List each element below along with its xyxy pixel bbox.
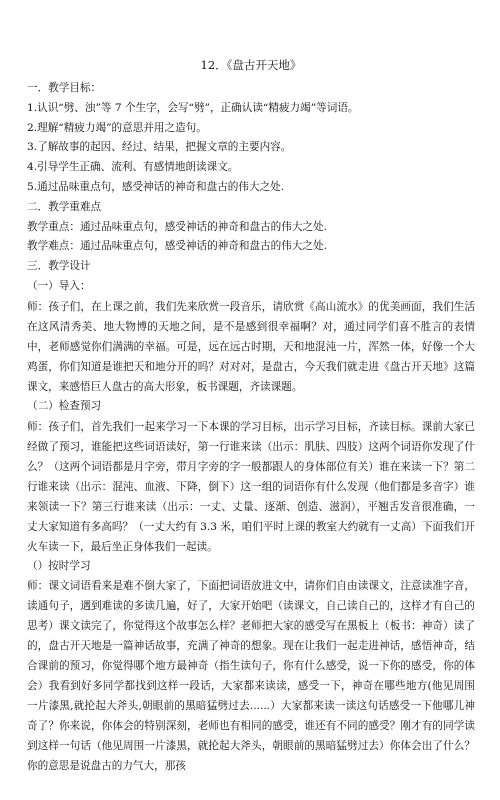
section-heading-key-points: 二．教学重难点 <box>27 200 102 213</box>
paragraph-preview-check: 师：孩子们，首先我们一起来学习一下本课的学习目标，出示学习目标，齐读目标。课前大家已经做了预习，谁能把这些词语读好，第一行谁来读（出示：肌肤、四肢）这两个词语你发现了什么？（这两个词语都是月字旁，带月字旁的字一般都跟人的身体部位有关）谁在来读一下？第二行谁来读（出示：混沌、血液、下降，倒下）这一组的词语你有什么发现（他们都是多音字）谁来领读一下？第三行谁来读（出示：一丈、丈量、逐渐、创造、滋润），平翘舌发音很准确，一丈大家知道有多高吗？（一丈大约有 3.3 米，咱们平时上课的教室大约就有一丈高）下面我们开火车读一下，最后坐正身体我们一起读。 <box>27 420 475 553</box>
objective-item: 2.理解“精疲力竭”的意思并用之造句。 <box>27 121 207 134</box>
paragraph-intro: 师：孩子们，在上课之前，我们先来欣赏一段音乐，请欣赏《高山流水》的优美画面，我们生活在这风清秀美、地大物博的天地之间，是不是感到很幸福啊？对，通过同学们喜不胜言的表情中，老师感觉你们满满的幸福。可是，远在远古时期，天和地混沌一片，浑然一体，好像一个大鸡蛋，你们知道是谁把天和地分开的吗？对对对，是盘古，今天我们就走进《盘古开天地》这篇课文，来感悟巨人盘古的高大形象，板书课题，齐读课题。 <box>27 300 475 393</box>
objective-item: 4.引导学生正确、流利、有感情地朗读课文。 <box>27 161 239 174</box>
objective-item: 3.了解故事的起因、经过、结果，把握文章的主要内容。 <box>27 141 292 154</box>
objective-item: 1.认识“劈、浊”等 7 个生字，会写“劈”，正确认读“精疲力竭”等词语。 <box>27 101 359 114</box>
section-heading-objectives: 一．教学目标： <box>27 82 102 94</box>
paragraph-study: 师：课文词语看来是难不倒大家了，下面把词语放进文中，请你们自由读课文，注意读准字音，读通句子，遇到难读的多读几遍，好了，大家开始吧（读课文，自己读自己的，这样才有自己的思考）课文读完了，你觉得这个故事怎么样？老师把大家的感受写在黑板上（板书：神奇）读了的，盘古开天地是一篇神话故事，充满了神奇的想象。现在让我们一起走进神话，感悟神奇，结合课前的预习，你觉得哪个地方最神奇（指生读句子，你有什么感受，说一下你的感受，你的体会）我看到好多同学都找到这样一段话，大家都来读读，感受一下，神奇在哪些地方(他见周围一片漆黑,就抡起大斧头,朝眼前的黑暗猛劈过去......）大家都来读一读这句话感受一下他哪儿神奇了？你来说，你体会的特别深刻，老师也有相同的感受，谁还有不同的感受？刚才有的同学读到这样一句话（他见周围一片漆黑，就抡起大斧头，朝眼前的黑暗猛劈过去）你体会出了什么？你的意思是说盘古的力气大，那孩 <box>27 580 475 773</box>
lesson-plan <box>27 57 475 776</box>
subheading-study: （）按时学习 <box>27 559 91 572</box>
difficulty-item: 教学难点：通过品味重点句，感受神话的神奇和盘古的伟大之处. <box>27 240 327 253</box>
objective-item: 5.通过品味重点句，感受神话的神奇和盘古的伟大之处. <box>27 180 285 193</box>
subheading-intro: （一）导入： <box>27 279 91 292</box>
subheading-preview-check: （二）检查预习 <box>27 399 102 412</box>
page-title: 12．《盘古开天地》 <box>200 58 302 72</box>
key-point-item: 教学重点：通过品味重点句，感受神话的神奇和盘古的伟大之处. <box>27 220 327 233</box>
section-heading-design: 三．教学设计 <box>27 260 91 273</box>
